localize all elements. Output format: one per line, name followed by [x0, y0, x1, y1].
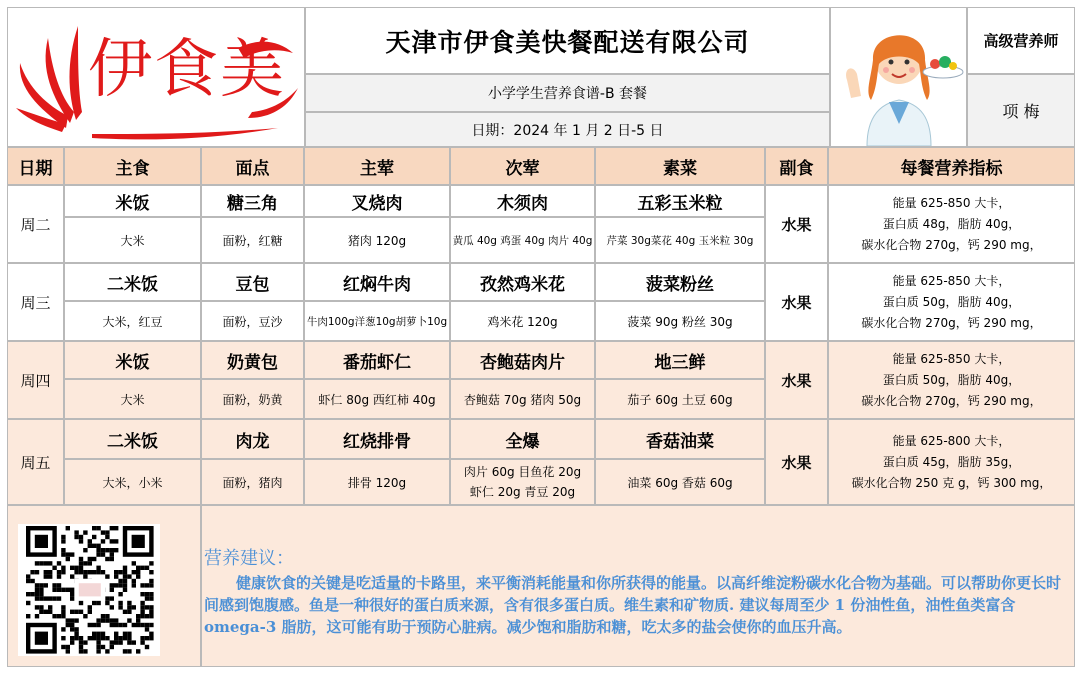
dish-cell: 全爆: [450, 419, 595, 459]
chef-illustration: [830, 7, 967, 147]
dish-cell: 豆包: [201, 263, 304, 301]
dish-cell: 菠菜粉丝: [595, 263, 765, 301]
day-cell: 周五: [7, 419, 64, 505]
ingredient-cell: 面粉，豆沙: [201, 301, 304, 341]
nutrition-cell: 能量 625-850 大卡， 蛋白质 50g，脂肪 40g， 碳水化合物 270g，钙 290 mg，: [828, 263, 1075, 341]
menu-date: 日期：2024 年 1 月 2 日-5 日: [305, 112, 830, 147]
ingredient-cell: 大米，小米: [64, 459, 201, 505]
ingredient-cell: 鸡米花 120g: [450, 301, 595, 341]
advice-title: 营养建议：: [204, 548, 294, 569]
menu-subtitle: 小学学生营养食谱-B 套餐: [305, 74, 830, 112]
logo-text: 伊食美: [88, 33, 286, 107]
ingredient-cell: 猪肉 120g: [304, 217, 450, 263]
ingredient-cell: 大米: [64, 379, 201, 419]
ingredient-cell: 茄子 60g 土豆 60g: [595, 379, 765, 419]
dish-cell: 二米饭: [64, 419, 201, 459]
nutrition-cell: 能量 625-800 大卡， 蛋白质 45g，脂肪 35g， 碳水化合物 250 克 g，钙 300 mg，: [828, 419, 1075, 505]
col-header-second-meat: 次荤: [450, 147, 595, 185]
dish-cell: 红烧排骨: [304, 419, 450, 459]
col-header-pastry: 面点: [201, 147, 304, 185]
ingredient-cell: 大米: [64, 217, 201, 263]
ingredient-cell: 芹菜 30g菜花 40g 玉米粒 30g: [595, 217, 765, 263]
day-cell: 周四: [7, 341, 64, 419]
dish-cell: 香菇油菜: [595, 419, 765, 459]
side-cell: 水果: [765, 263, 828, 341]
ingredient-cell: 杏鲍菇 70g 猪肉 50g: [450, 379, 595, 419]
col-header-side: 副食: [765, 147, 828, 185]
side-cell: 水果: [765, 341, 828, 419]
ingredient-cell: 虾仁 80g 西红柿 40g: [304, 379, 450, 419]
ingredient-cell: 面粉，猪肉: [201, 459, 304, 505]
dish-cell: 米饭: [64, 341, 201, 379]
dish-cell: 红焖牛肉: [304, 263, 450, 301]
company-title: [305, 7, 830, 74]
qr-cell: [7, 505, 201, 667]
dish-cell: 孜然鸡米花: [450, 263, 595, 301]
dish-cell: 糖三角: [201, 185, 304, 217]
ingredient-cell: 面粉，红糖: [201, 217, 304, 263]
ingredient-cell: 大米，红豆: [64, 301, 201, 341]
ingredient-cell: 油菜 60g 香菇 60g: [595, 459, 765, 505]
dish-cell: 奶黄包: [201, 341, 304, 379]
dish-cell: 二米饭: [64, 263, 201, 301]
dish-cell: 地三鲜: [595, 341, 765, 379]
dish-cell: 米饭: [64, 185, 201, 217]
nutrition-cell: 能量 625-850 大卡， 蛋白质 48g，脂肪 40g， 碳水化合物 270g，钙 290 mg，: [828, 185, 1075, 263]
side-cell: 水果: [765, 185, 828, 263]
advice-cell: [201, 505, 1075, 667]
dish-cell: 叉烧肉: [304, 185, 450, 217]
col-header-nutrition: 每餐营养指标: [828, 147, 1075, 185]
dish-cell: 木须肉: [450, 185, 595, 217]
side-cell: 水果: [765, 419, 828, 505]
chef-icon: [831, 8, 966, 146]
col-header-staple: 主食: [64, 147, 201, 185]
col-header-date: 日期: [7, 147, 64, 185]
col-header-main-meat: 主荤: [304, 147, 450, 185]
dish-cell: 番茄虾仁: [304, 341, 450, 379]
nutrition-cell: 能量 625-850 大卡， 蛋白质 50g，脂肪 40g， 碳水化合物 270g，钙 290 mg，: [828, 341, 1075, 419]
ingredient-cell: 黄瓜 40g 鸡蛋 40g 肉片 40g: [450, 217, 595, 263]
day-cell: 周二: [7, 185, 64, 263]
nutritionist-title: 高级营养师: [967, 7, 1075, 74]
day-cell: 周三: [7, 263, 64, 341]
dish-cell: 五彩玉米粒: [595, 185, 765, 217]
dish-cell: 杏鲍菇肉片: [450, 341, 595, 379]
logo-cell: [7, 7, 305, 147]
ingredient-cell: 菠菜 90g 粉丝 30g: [595, 301, 765, 341]
dish-cell: 肉龙: [201, 419, 304, 459]
company-name: 天津市伊食美快餐配送有限公司: [385, 27, 750, 57]
ingredient-cell: 排骨 120g: [304, 459, 450, 505]
advice-body: 健康饮食的关键是吃适量的卡路里，来平衡消耗能量和你所获得的能量。以高纤维淀粉碳水化合物为基础。可以帮助你更长时间感到饱腹感。鱼是一种很好的蛋白质来源，含有很多蛋白质。维生素和矿物质. 建议每周至少 1 份油性鱼，油性鱼类富含 omega-3 脂肪，这可能有助于预防心脏病。减少饱和脂肪和糖，吃太多的盐会使你的血压升高。: [204, 574, 1062, 636]
ingredient-cell: 肉片 60g 目鱼花 20g 虾仁 20g 青豆 20g: [450, 459, 595, 505]
ingredient-cell: 面粉，奶黄: [201, 379, 304, 419]
col-header-vegetable: 素菜: [595, 147, 765, 185]
ingredient-cell: 牛肉100g洋葱10g胡萝卜10g: [304, 301, 450, 341]
nutritionist-name: 项 梅: [967, 74, 1075, 147]
qr-code-icon: [18, 524, 160, 656]
